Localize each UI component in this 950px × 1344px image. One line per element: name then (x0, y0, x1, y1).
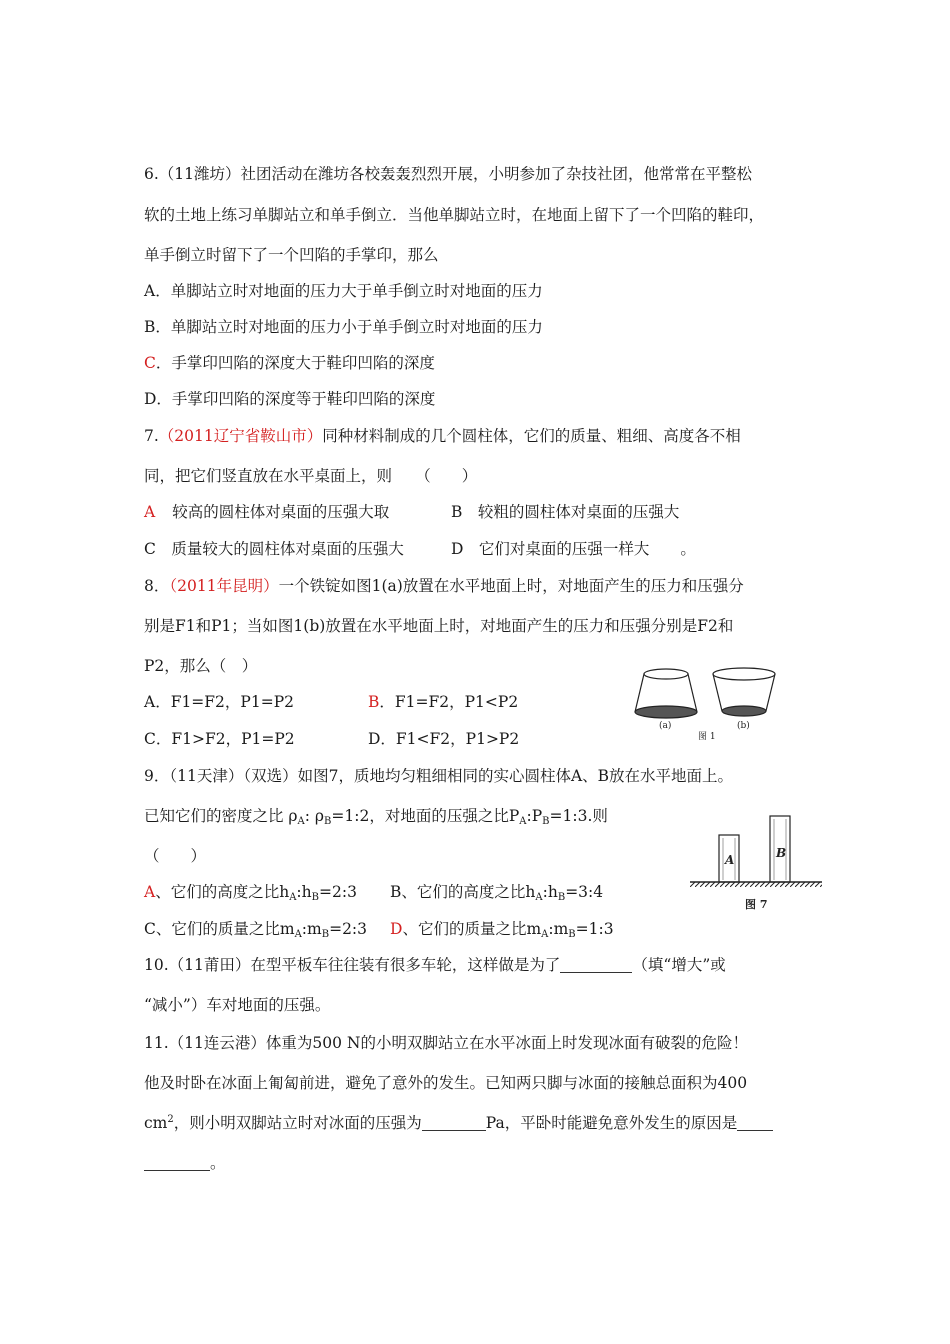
q9-option-c (144, 918, 367, 940)
q9-option-d (390, 918, 614, 940)
q8-answer-b: B (368, 693, 380, 711)
q8-line-3: P2，那么（ ） (144, 657, 258, 675)
q6-option-c-text: ．手掌印凹陷的深度大于鞋印凹陷的深度 (155, 354, 435, 372)
q9-answer-a: A (144, 883, 156, 901)
fig1-label-a: (a) (659, 721, 672, 731)
q8-source: （2011年昆明） (169, 577, 279, 595)
q9-line-2-end: =1:3.则 (549, 807, 608, 825)
q8-line-1-text: 一个铁锭如图1(a)放置在水平地面上时，对地面产生的压力和压强分 (278, 577, 744, 595)
fig7-label-a: A (725, 853, 735, 867)
q7-option-a-text: 较高的圆柱体对桌面的压强大取 (172, 503, 390, 521)
q6-line-1: 6.（11潍坊）社团活动在潍坊各校轰轰烈烈开展，小明参加了杂技社团，他常常在平整松 (144, 165, 753, 183)
q8-option-b (368, 691, 518, 713)
q9-option-b-value: =3:4 (565, 883, 604, 901)
q7-option-a (144, 501, 389, 523)
q9-option-d-mid: :m (548, 920, 569, 938)
q10-line-1-text: 10.（11莆田）在型平板车往往装有很多车轮，这样做是为了 (144, 956, 561, 974)
q11-line-3 (144, 1112, 773, 1134)
q6-option-a: A．单脚站立时对地面的压力大于单手倒立时对地面的压力 (144, 282, 543, 300)
q6-line-3: 单手倒立时留下了一个凹陷的手掌印，那么 (144, 246, 439, 264)
q11-line-2: 他及时卧在冰面上匍匐前进，避免了意外的发生。已知两只脚与冰面的接触总面积为400 (144, 1074, 748, 1092)
ground-hatch (690, 882, 822, 887)
q10-line-1 (144, 954, 726, 976)
q7-line-1-text: 同种材料制成的几个圆柱体，它们的质量、粗细、高度各不相 (322, 427, 741, 445)
q9-option-b (390, 881, 603, 903)
q11-reason-blank-start[interactable] (737, 1114, 773, 1131)
sub-pa: A (519, 816, 527, 827)
sub-pb: B (542, 816, 550, 827)
figure-7 (690, 812, 824, 914)
q9-option-b-mid: :h (542, 883, 558, 901)
q9-option-a-value: =2:3 (319, 883, 357, 901)
q9-option-d-value: =1:3 (575, 920, 614, 938)
sub: B (321, 929, 330, 940)
q6-option-b: B．单脚站立时对地面的压力小于单手倒立时对地面的压力 (144, 318, 543, 336)
q10-answer-blank[interactable] (560, 956, 632, 973)
q8-option-c: C．F1>F2，P1=P2 (144, 730, 295, 748)
sub-b: B (324, 816, 332, 827)
fig7-label-b: B (776, 846, 787, 860)
ingot-b-shape (713, 668, 775, 716)
q7-line-2: 同，把它们竖直放在水平桌面上，则 （ ） (144, 467, 478, 485)
q7-line-1 (144, 425, 741, 447)
sub: A (535, 892, 543, 903)
q7-number: 7. (144, 427, 159, 445)
q9-option-a (144, 881, 357, 903)
q8-line-2: 别是F1和P1；当如图1(b)放置在水平地面上时，对地面产生的压力和压强分别是F2和 (144, 617, 734, 635)
figure-1 (632, 663, 780, 743)
q11-unit: cm (144, 1114, 168, 1132)
q9-option-c-text: C、它们的质量之比m (144, 920, 295, 938)
q8-option-d: D．F1<F2，P1>P2 (368, 730, 520, 748)
q11-line-4-end: 。 (210, 1154, 226, 1172)
q6-option-d: D．手掌印凹陷的深度等于鞋印凹陷的深度 (144, 390, 436, 408)
fig1-label-b: (b) (737, 721, 750, 731)
fig1-caption: 图 1 (698, 732, 716, 742)
q11-line-4 (144, 1152, 226, 1174)
sub-a: A (297, 816, 305, 827)
q6-line-2: 软的土地上练习单脚站立和单手倒立．当他单脚站立时，在地面上留下了一个凹陷的鞋印， (144, 206, 765, 224)
sub: A (289, 892, 297, 903)
q9-line-2 (144, 805, 608, 827)
q11-line-1: 11.（11连云港）体重为500 N的小明双脚站立在水平冰面上时发现冰面有破裂的危险！ (144, 1034, 748, 1052)
q9-option-c-value: =2:3 (329, 920, 368, 938)
q11-line-3-text: ，则小明双脚站立时对冰面的压强为 (173, 1114, 422, 1132)
q7-source: （2011辽宁省鞍山市） (158, 427, 323, 445)
q11-reason-blank-end[interactable] (144, 1154, 210, 1171)
q9-line-3: （ ） (144, 847, 207, 865)
q8-number: 8． (144, 577, 170, 595)
q9-option-d-text: 、它们的质量之比m (402, 920, 542, 938)
q7-option-b: B 较粗的圆柱体对桌面的压强大 (451, 503, 680, 521)
q9-option-c-mid: :m (301, 920, 322, 938)
q9-line-2-rest: =1:2，对地面的压强之比P (331, 807, 520, 825)
fig7-caption: 图 7 (745, 898, 768, 911)
sub: B (568, 929, 576, 940)
q8-line-1 (144, 575, 744, 597)
q7-answer-a: A (144, 503, 156, 521)
q6-answer-c: C (144, 354, 156, 372)
sub: B (557, 892, 566, 903)
ingot-a-shape (635, 669, 697, 718)
q9-line-1: 9．（11天津）（双选）如图7，质地均匀粗细相同的实心圆柱体A、B放在水平地面上。 (144, 767, 734, 785)
q9-option-a-mid: :h (296, 883, 312, 901)
sub: A (294, 929, 302, 940)
sup-2: 2 (167, 1114, 174, 1125)
sub: B (311, 892, 319, 903)
q6-option-c (144, 352, 435, 374)
q10-line-2: “减小”）车对地面的压强。 (144, 996, 331, 1014)
q11-line-3-pa: Pa，平卧时能避免意外发生的原因是 (485, 1114, 738, 1132)
q9-answer-d: D (390, 920, 403, 938)
q9-line-2-colon: :P (526, 807, 543, 825)
q9-option-a-text: 、它们的高度之比h (155, 883, 290, 901)
sub: A (541, 929, 549, 940)
q7-option-d: D 它们对桌面的压强一样大 。 (451, 540, 696, 558)
q10-line-1-post: （填“增大”或 (632, 956, 726, 974)
q9-option-b-text: B、它们的高度之比h (390, 883, 536, 901)
q11-pressure-blank[interactable] (422, 1114, 486, 1131)
q9-line-2-text: 已知它们的密度之比 ρ (144, 807, 298, 825)
q8-option-b-text: ．F1=F2，P1<P2 (379, 693, 519, 711)
q8-option-a: A．F1=F2，P1=P2 (144, 693, 294, 711)
q7-option-c: C 质量较大的圆柱体对桌面的压强大 (144, 540, 404, 558)
q9-line-2-mid: : ρ (304, 807, 325, 825)
